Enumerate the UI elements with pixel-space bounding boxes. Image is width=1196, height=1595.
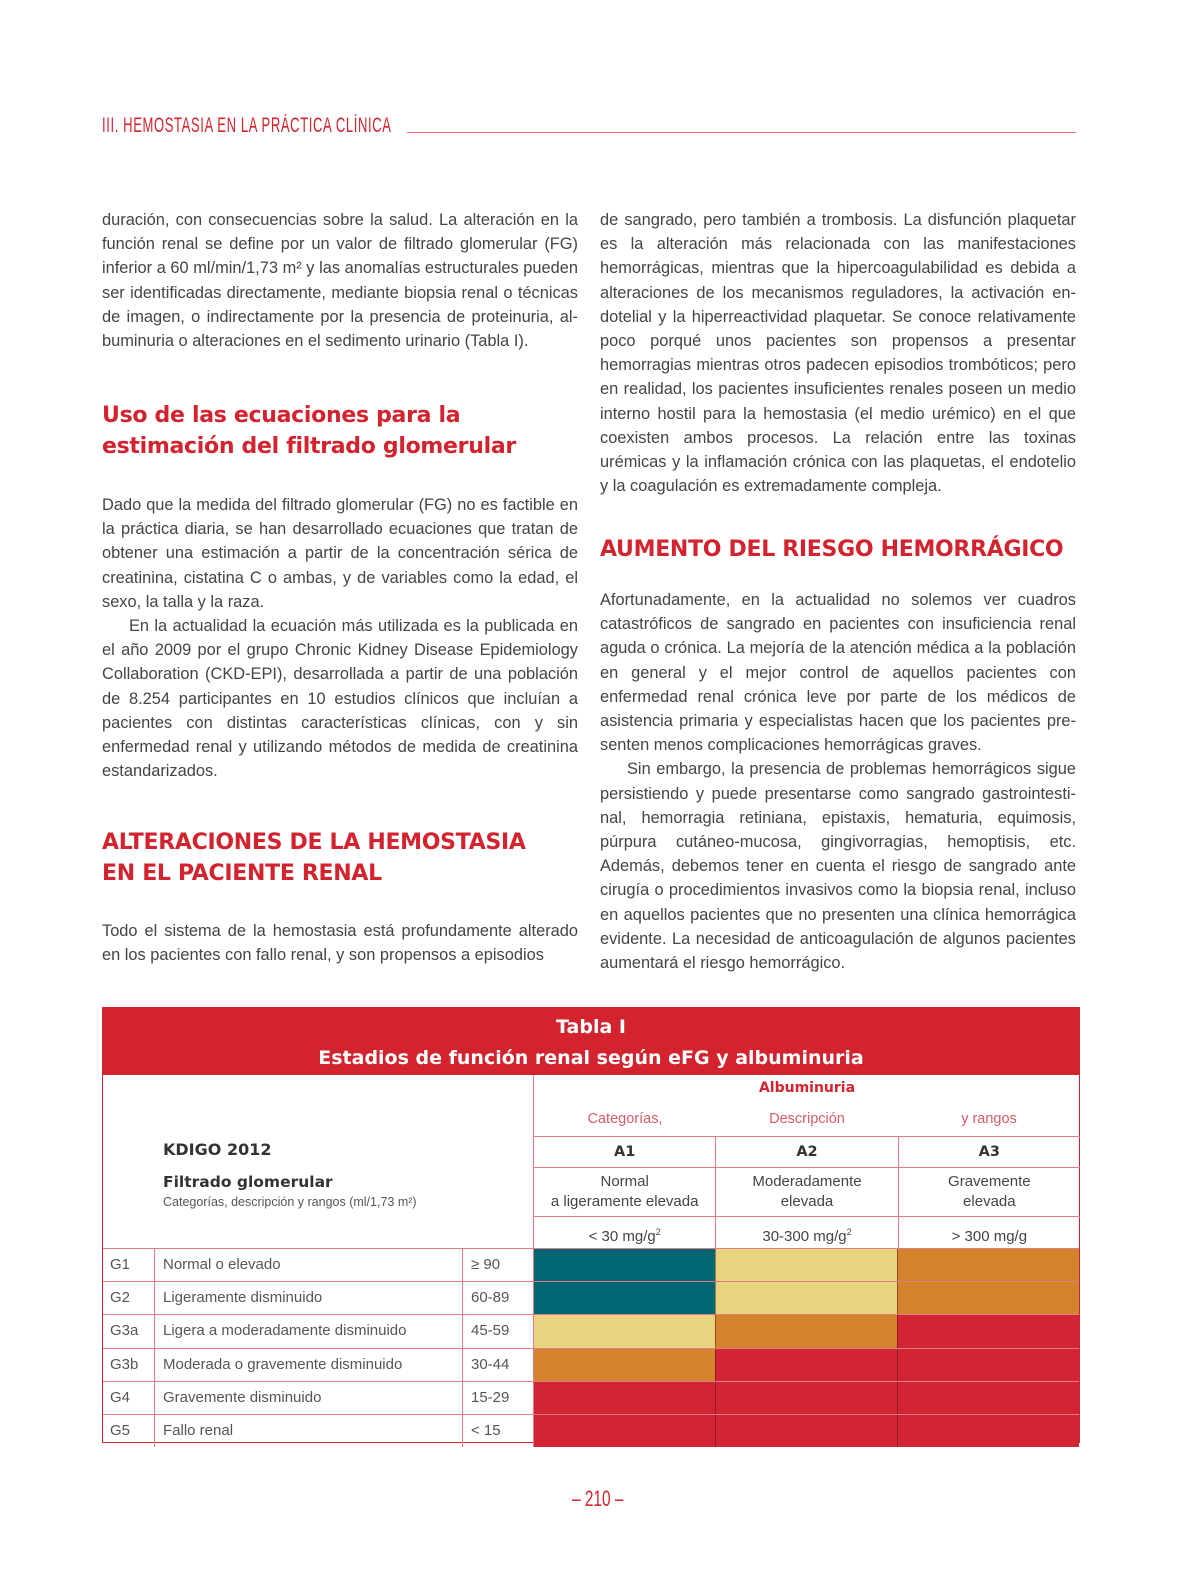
- risk-cell-very-high: [533, 1382, 715, 1414]
- albuminuria-range: [715, 1217, 897, 1248]
- table-subtitle: Estadios de función renal según eFG y albuminuria: [318, 1047, 864, 1069]
- albuminuria-subheader: Descripción: [769, 1111, 845, 1127]
- section-heading-bleeding-risk: AUMENTO DEL RIESGO HEMORRÁGICO: [600, 537, 1064, 562]
- fg-description: Ligeramente disminuido: [155, 1282, 463, 1314]
- albuminuria-desc-line: elevada: [963, 1193, 1016, 1210]
- table-row: [103, 1248, 1079, 1281]
- albuminuria-title: Albuminuria: [758, 1080, 856, 1096]
- albuminuria-range-text: > 300 mg/g: [951, 1228, 1028, 1245]
- albuminuria-desc-line: a ligeramente elevada: [550, 1193, 699, 1210]
- kdigo-table: [102, 1007, 1080, 1443]
- fg-description: Moderada o gravemente disminuido: [155, 1349, 463, 1381]
- albuminuria-range: [898, 1217, 1080, 1248]
- right-column-block: [600, 588, 1076, 975]
- albuminuria-desc: [898, 1168, 1080, 1216]
- risk-cell-high: [897, 1282, 1079, 1314]
- fg-description: Normal o elevado: [155, 1249, 463, 1281]
- table-title: Tabla I: [556, 1016, 626, 1038]
- risk-cell-very-high: [897, 1349, 1079, 1381]
- paragraph: Sin embargo, la presencia de problemas hemorrágicos sigue persistiendo y puede presentarse como sangrado gastrointestinal, hemorragia retiniana, epistaxis, hematuria, equimosis, púrpura cutáneo-mucosa, gingivorragias, hemoptisis, etc. Además, debemos tener en cuenta el riesgo de sangrado ante cirugía o procedimientos invasivos como la biopsia renal, incluso en aquellos pacientes que no presenten una clínica hemorrágica evidente. La necesidad de anticoagulación de algunos pacientes aumentará el riesgo hemorrágico.: [600, 760, 1076, 973]
- albuminuria-range-text: < 30 mg/g: [588, 1228, 656, 1245]
- albuminuria-code: A2: [715, 1137, 897, 1167]
- table-row: [103, 1281, 1079, 1314]
- page-number-text: – 210 –: [572, 1486, 624, 1511]
- albuminuria-range-text: 30-300 mg/g: [762, 1228, 847, 1245]
- albuminuria-codes-row: [534, 1136, 1080, 1167]
- left-column: [102, 208, 578, 353]
- fg-code: G4: [103, 1382, 155, 1414]
- table-row: [103, 1314, 1079, 1347]
- paragraph: Dado que la medida del filtrado glomerular (FG) no es factible en la práctica diaria, se han desarrollado ecuaciones que tratan de obtener una estimación a partir de la concentración sérica de creatinina, cistatina C o ambas, y de variables como la edad, el sexo, la talla y la raza.: [102, 496, 578, 611]
- page-number: [0, 1486, 1196, 1512]
- fg-code: G1: [103, 1249, 155, 1281]
- risk-cell-moderate: [533, 1315, 715, 1347]
- fg-range: 45-59: [471, 1322, 510, 1340]
- risk-cell-very-high: [897, 1315, 1079, 1347]
- left-column-block: [102, 493, 578, 783]
- paragraph: duración, con consecuencias sobre la salud. La alteración en la función renal se define por un valor de filtrado glomerular (FG) inferior a 60 ml/min/1,73 m² y las anomalías estructurales pueden ser identificadas directamente, mediante biopsia renal o técnicas de imagen, o indirectamente por la presencia de proteinuria, albuminuria o alteraciones en el sedimento urinario (Tabla I).: [102, 211, 578, 351]
- fg-code: G2: [103, 1282, 155, 1314]
- albuminuria-subheaders: [534, 1111, 1080, 1136]
- table-row: [103, 1381, 1079, 1414]
- risk-cell-low: [533, 1282, 715, 1314]
- risk-cell-moderate: [715, 1249, 897, 1281]
- risk-cell-very-high: [715, 1349, 897, 1381]
- fg-description: Ligera a moderadamente disminuido: [155, 1315, 463, 1347]
- albuminuria-ranges-row: [534, 1216, 1080, 1248]
- left-column-block: [102, 919, 578, 967]
- fg-code: G5: [103, 1415, 155, 1447]
- section-heading-hemostasis-line1: ALTERACIONES DE LA HEMOSTASIA: [102, 830, 526, 855]
- section-heading-block: [102, 400, 578, 462]
- right-column: [600, 208, 1076, 498]
- paragraph: Todo el sistema de la hemostasia está profundamente alterado en los pacientes con fallo renal, y son propensos a episodios: [102, 922, 578, 965]
- fg-range: < 15: [471, 1421, 501, 1439]
- paragraph: Afortunadamente, en la actualidad no solemos ver cuadros catastróficos de sangrado en pacientes con insuficiencia renal aguda o crónica. La mejoría de la atención médica a la población en general y el mejor control de aquellos pacientes con enfermedad renal crónica leve por parte de los médicos de asistencia primaria y especialistas hacen que los pacientes presenten menos complicaciones hemorrágicas graves.: [600, 591, 1076, 755]
- albuminuria-desc-line: Moderadamente: [752, 1173, 862, 1190]
- albuminuria-header: [533, 1075, 1080, 1248]
- footnote-mark: 2: [846, 1227, 852, 1237]
- fg-rows: [103, 1248, 1079, 1447]
- running-header: [102, 108, 1076, 136]
- albuminuria-desc: [715, 1168, 897, 1216]
- fg-range: 15-29: [471, 1388, 510, 1406]
- risk-cell-low: [533, 1249, 715, 1281]
- risk-cell-moderate: [715, 1282, 897, 1314]
- fg-code: G3a: [103, 1315, 155, 1347]
- risk-cell-very-high: [897, 1415, 1079, 1447]
- table-row: [103, 1348, 1079, 1381]
- fg-description: Gravemente disminuido: [155, 1382, 463, 1414]
- risk-cell-very-high: [897, 1382, 1079, 1414]
- fg-title: Filtrado glomerular: [163, 1173, 333, 1191]
- fg-header: [103, 1075, 533, 1248]
- albuminuria-desc-line: Gravemente: [948, 1173, 1031, 1190]
- risk-cell-very-high: [715, 1382, 897, 1414]
- footnote-mark: 2: [655, 1227, 661, 1237]
- fg-range: 60-89: [471, 1289, 510, 1307]
- risk-cell-high: [533, 1349, 715, 1381]
- fg-range: ≥ 90: [471, 1256, 501, 1273]
- table-row: [103, 1414, 1079, 1447]
- running-header-rule: [407, 132, 1076, 133]
- paragraph: En la actualidad la ecuación más utilizada es la publicada en el año 2009 por el grupo Chronic Kidney Disease Epidemiology Collaboration (CKD-EPI), desarrollada a partir de una población de 8.254 participantes en 10 estudios clínicos que incluían a pacientes con distintas características clínicas, con y sin enfermedad renal y utilizando métodos de medida de creatinina estandarizados.: [102, 617, 578, 781]
- section-heading-hemostasis-line2: EN EL PACIENTE RENAL: [102, 861, 382, 886]
- section-heading-block: [102, 827, 578, 889]
- risk-cell-high: [715, 1315, 897, 1347]
- risk-cell-very-high: [715, 1415, 897, 1447]
- albuminuria-desc: [534, 1168, 715, 1216]
- fg-description: Fallo renal: [155, 1415, 463, 1447]
- running-header-title: III. HEMOSTASIA EN LA PRÁCTICA CLÍNICA: [102, 114, 392, 137]
- fg-range: 30-44: [471, 1355, 510, 1373]
- albuminuria-subheader: Categorías,: [587, 1111, 663, 1127]
- risk-cell-very-high: [533, 1415, 715, 1447]
- albuminuria-desc-line: Normal: [600, 1173, 649, 1190]
- fg-subtitle: Categorías, descripción y rangos (ml/1,73 m²): [163, 1195, 417, 1209]
- table-title-bar: [103, 1008, 1079, 1075]
- paragraph: de sangrado, pero también a trombosis. La disfunción plaquetar es la alteración más relacionada con las manifestaciones hemorrágicas, mientras que la hipercoagulabilidad es debida a alteraciones de los mecanismos reguladores, la activación endotelial y la hiperreactividad plaquetar. Se conoce relativamente poco porqué unos pacientes son propensos a presentar hemorragias mientras otros padecen episodios trombóticos; pero en realidad, los pacientes insuficientes renales poseen un medio interno hostil para la hemostasia (el medio urémico) en el que coexisten ambos procesos. La relación entre las toxinas urémicas y la inflamación crónica con las plaquetas, el endotelio y la coagulación es extremadamente compleja.: [600, 211, 1076, 496]
- albuminuria-range: [534, 1217, 715, 1248]
- albuminuria-grid: [534, 1136, 1080, 1248]
- fg-code: G3b: [103, 1349, 155, 1381]
- section-heading-equations: Uso de las ecuaciones para la estimación del filtrado glomerular: [102, 403, 516, 459]
- kdigo-label: KDIGO 2012: [163, 1140, 272, 1159]
- albuminuria-subheader: y rangos: [961, 1111, 1017, 1127]
- section-heading-block: [600, 534, 1076, 565]
- albuminuria-desc-row: [534, 1167, 1080, 1216]
- albuminuria-code: A1: [614, 1144, 636, 1160]
- albuminuria-desc-line: elevada: [780, 1193, 834, 1210]
- risk-cell-high: [897, 1249, 1079, 1281]
- albuminuria-code: A3: [898, 1137, 1080, 1167]
